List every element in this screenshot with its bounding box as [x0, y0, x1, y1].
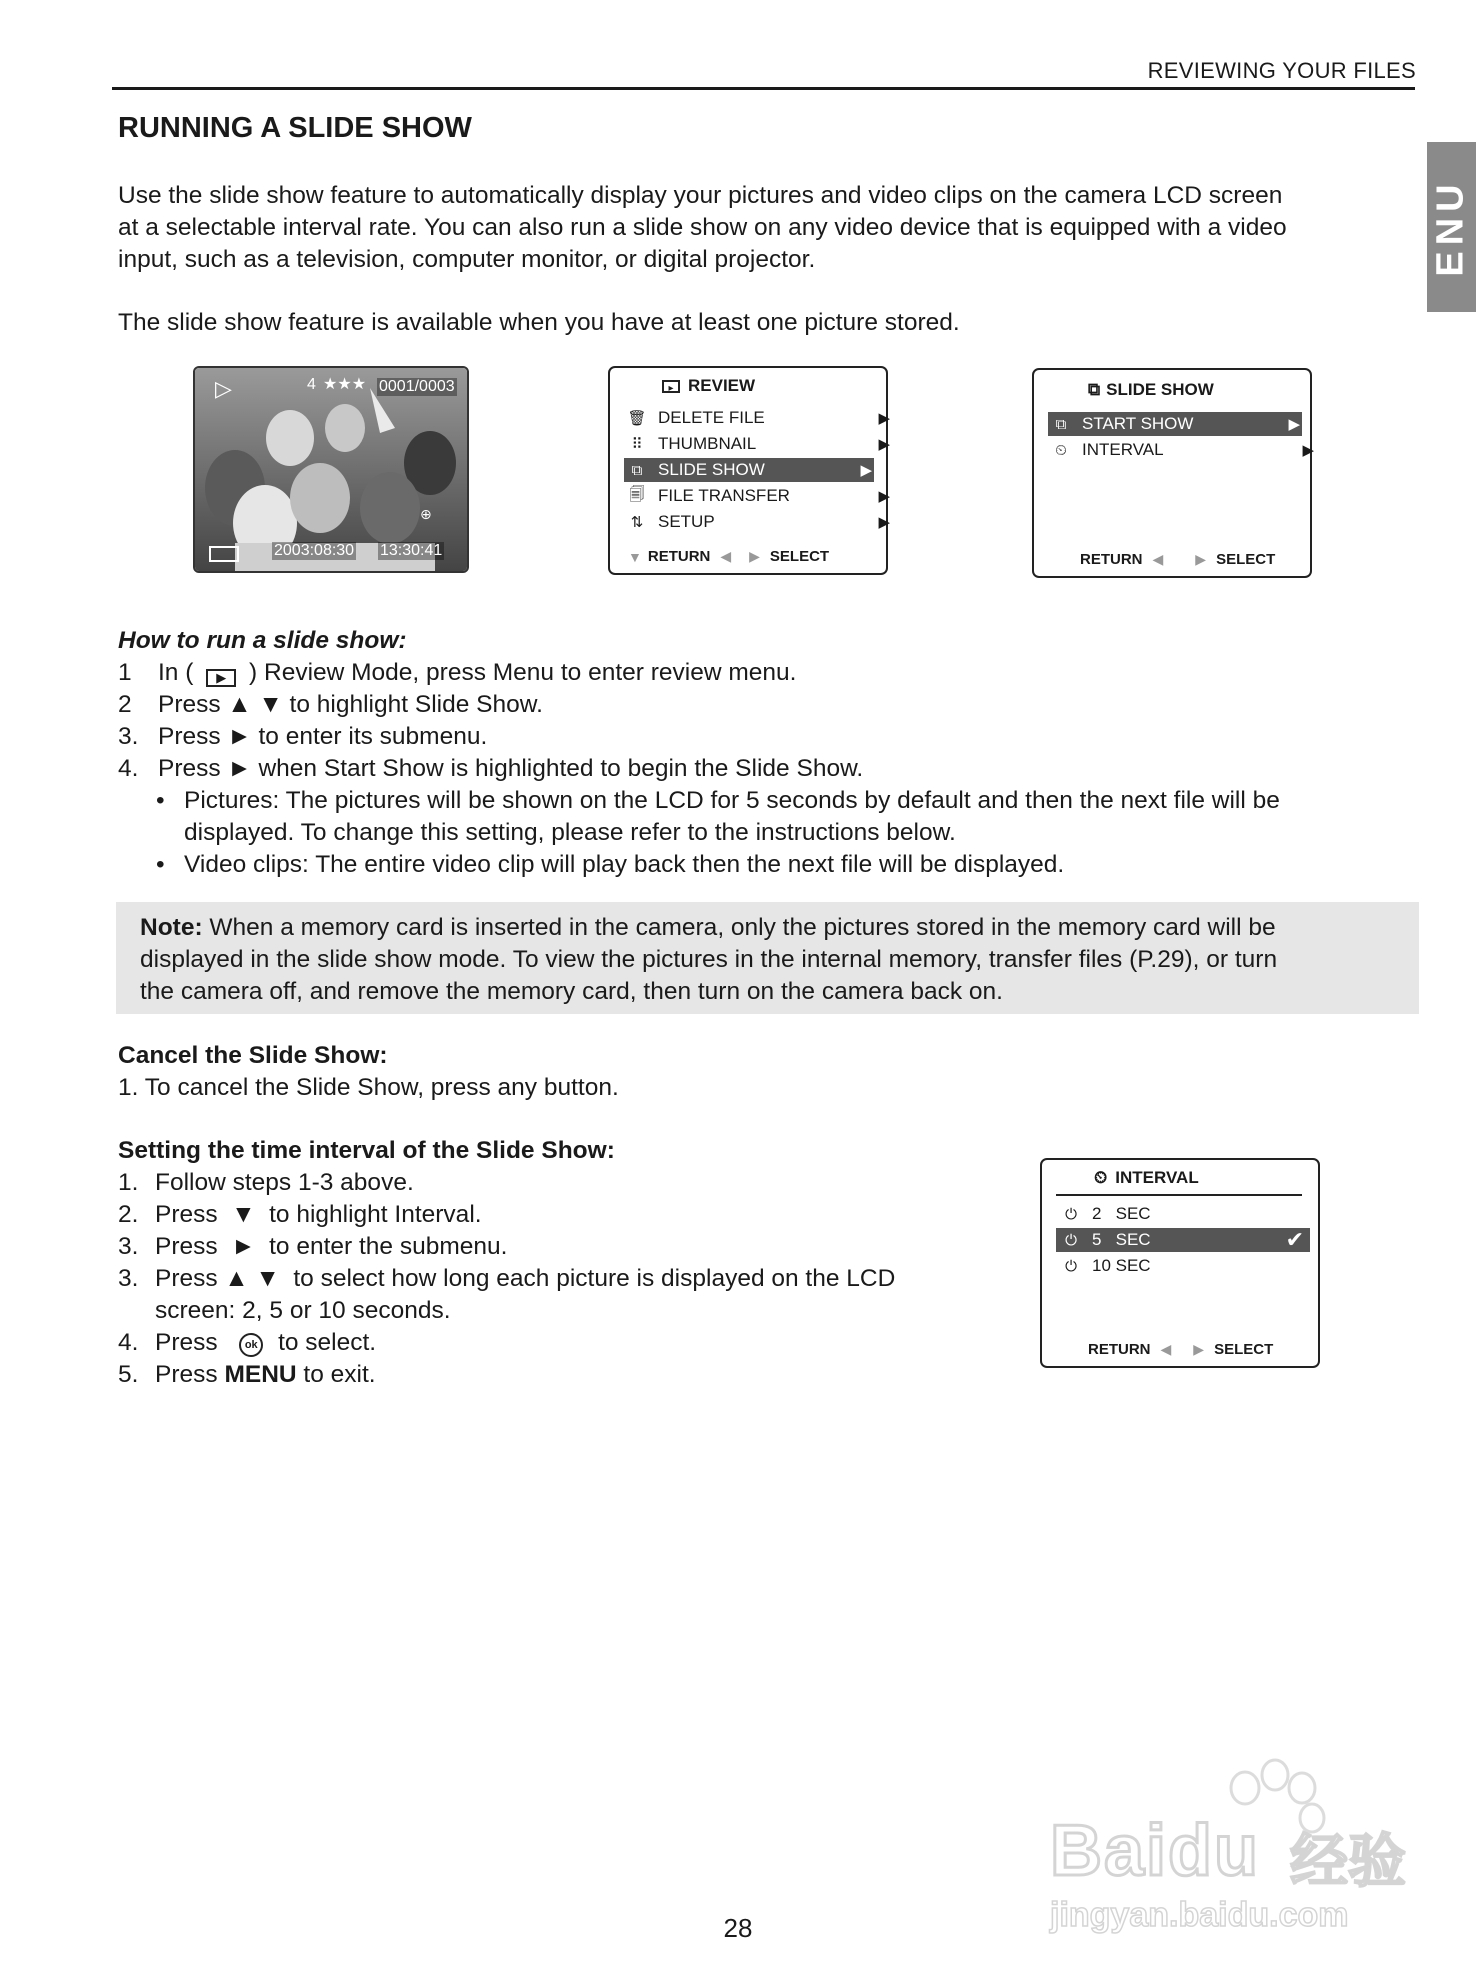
availability-text: The slide show feature is available when you have at least one picture stored.: [118, 309, 960, 336]
slideshow-menu-footer: [1080, 551, 1275, 568]
language-tab: [1427, 142, 1476, 312]
arrow-right-icon: ▶: [878, 488, 890, 505]
step-text: Follow steps 1-3 above.: [155, 1169, 414, 1196]
language-tab-label: ENU: [1430, 177, 1473, 277]
step-number: 3.: [118, 1233, 139, 1260]
menu-item-delete-file[interactable]: [610, 406, 904, 430]
note-text: [140, 912, 1410, 1008]
interval-option-label: 10 SEC: [1092, 1256, 1151, 1275]
intro-line: at a selectable interval rate. You can also run a slide show on any video device that is equipped with a video: [118, 214, 1287, 241]
menu-item-label: THUMBNAIL: [658, 434, 757, 453]
bullet-item: [118, 785, 1418, 849]
note-line-text: When a memory card is inserted in the camera, only the pictures stored in the memory card will be: [202, 914, 1276, 941]
step-text: [158, 657, 796, 689]
interval-menu-footer: [1088, 1341, 1273, 1358]
interval-step: [118, 1263, 978, 1327]
slideshow-icon: ⧉: [1088, 380, 1101, 399]
setup-icon: ⇅: [630, 514, 644, 531]
header-divider: [1056, 1194, 1302, 1196]
step-number: 3.: [118, 1265, 139, 1292]
arrow-left-icon: ◀: [1152, 551, 1164, 567]
bullet-line: displayed. To change this setting, please refer to the instructions below.: [184, 819, 956, 846]
cancel-heading: Cancel the Slide Show:: [118, 1042, 388, 1069]
watermark-cn: 经验: [1290, 1829, 1407, 1894]
watermark-url: jingyan.baidu.com: [1050, 1896, 1349, 1934]
interval-option-2[interactable]: [1042, 1202, 1338, 1226]
bullet-line: Video clips: The entire video clip will play back then the next file will be displayed.: [184, 851, 1065, 878]
menu-item-label: INTERVAL: [1082, 440, 1164, 459]
intro-paragraph: [118, 180, 1418, 276]
step-number: 1.: [118, 1169, 139, 1196]
arrow-right-icon: ▶: [1195, 551, 1207, 567]
step-text-post: ) Review Mode, press Menu to enter review menu.: [249, 659, 797, 686]
bullet-dot: •: [156, 851, 165, 878]
timer-icon: ⏻: [1065, 1257, 1077, 1275]
interval-option-label: 5 SEC: [1092, 1230, 1151, 1249]
review-menu-title: REVIEW: [688, 376, 756, 395]
intro-line: Use the slide show feature to automatically display your pictures and video clips on the camera LCD screen: [118, 182, 1283, 209]
interval-option-label: 2 SEC: [1092, 1204, 1151, 1223]
menu-key-label: MENU: [224, 1361, 297, 1388]
arrow-left-icon: ◀: [720, 548, 732, 564]
bullet-dot: •: [156, 787, 165, 814]
cancel-text: 1. To cancel the Slide Show, press any button.: [118, 1074, 619, 1101]
how-to-step: [118, 689, 1418, 721]
menu-item-label: SLIDE SHOW: [658, 460, 765, 479]
note-line: [140, 912, 1410, 944]
file-transfer-icon: 🗐: [629, 485, 645, 503]
step-number: 1: [118, 659, 132, 686]
return-label: RETURN: [647, 548, 711, 565]
play-box-icon: ▶: [206, 669, 236, 687]
timer-icon: ⏲: [1055, 441, 1067, 459]
step-text-post: to exit.: [296, 1361, 376, 1388]
interval-step: [118, 1359, 978, 1391]
step-text-post: to select.: [278, 1329, 377, 1356]
step-text: Press ► when Start Show is highlighted to begin the Slide Show.: [158, 755, 864, 782]
menu-item-label: DELETE FILE: [658, 408, 765, 427]
interval-section: [118, 1135, 978, 1391]
menu-item-slide-show[interactable]: [624, 458, 874, 482]
photo-time: 13:30:41: [380, 542, 443, 559]
slideshow-menu-title: SLIDE SHOW: [1106, 380, 1214, 399]
step-line: screen: 2, 5 or 10 seconds.: [155, 1297, 451, 1324]
arrow-right-icon: ▶: [1193, 1341, 1205, 1357]
photo-date: 2003:08:30: [274, 542, 355, 559]
how-to-step: [118, 657, 1418, 689]
slideshow-icon: ⧉: [1055, 415, 1067, 433]
step-number: 2.: [118, 1201, 139, 1228]
step-number: 4.: [118, 755, 139, 782]
menu-item-interval[interactable]: [1034, 438, 1328, 462]
checkmark-icon: ✔: [1285, 1227, 1304, 1252]
header-divider: [112, 87, 1415, 90]
play-icon: ▷: [215, 376, 232, 401]
step-text-pre: Press: [155, 1329, 225, 1356]
photo-preview-screen: [193, 366, 469, 573]
arrow-right-icon: ▶: [878, 514, 890, 531]
page-number: 28: [723, 1913, 753, 1943]
step-text: Press ▲ ▼ to highlight Slide Show.: [158, 691, 543, 718]
select-label: SELECT: [1216, 551, 1276, 568]
arrow-right-icon: ▶: [878, 410, 890, 427]
menu-item-thumbnail[interactable]: [610, 432, 904, 456]
slideshow-menu-header: [1088, 380, 1214, 400]
step-number: 3.: [118, 723, 139, 750]
step-text: [155, 1359, 376, 1391]
children-photo: [195, 368, 467, 571]
how-to-step: [118, 721, 1418, 753]
arrow-right-icon: ▶: [1288, 416, 1300, 433]
baidu-watermark: [1040, 1750, 1420, 1934]
menu-item-setup[interactable]: [610, 510, 904, 534]
menu-item-file-transfer[interactable]: [610, 484, 904, 508]
step-text: Press ► to enter the submenu.: [155, 1233, 508, 1260]
interval-option-10[interactable]: [1042, 1254, 1338, 1278]
select-label: SELECT: [769, 548, 830, 565]
timer-icon: ⏻: [1065, 1231, 1077, 1249]
intro-line: input, such as a television, computer monitor, or digital projector.: [118, 246, 816, 273]
interval-option-5[interactable]: [1056, 1228, 1310, 1252]
step-text-pre: In (: [158, 659, 194, 686]
interval-menu-header: [1094, 1168, 1199, 1188]
menu-item-start-show[interactable]: [1048, 412, 1302, 436]
grid-icon: ⠿: [631, 436, 643, 453]
arrow-left-icon: ◀: [1160, 1341, 1172, 1357]
arrow-right-icon: ▶: [860, 462, 872, 479]
interval-step: [118, 1327, 978, 1359]
section-header: REVIEWING YOUR FILES: [1147, 58, 1416, 83]
interval-step: [118, 1199, 978, 1231]
step-text: [155, 1327, 376, 1359]
play-box-icon: ▸: [662, 380, 680, 393]
quality-indicator: 4: [307, 376, 316, 393]
file-counter: 0001/0003: [379, 378, 455, 395]
how-to-heading: How to run a slide show:: [118, 627, 407, 654]
step-number: 2: [118, 691, 132, 718]
step-number: 5.: [118, 1361, 139, 1388]
step-line: Press ▲ ▼ to select how long each picture is displayed on the LCD: [155, 1265, 896, 1292]
watermark-brand: Baidu: [1050, 1811, 1261, 1891]
how-to-step: [118, 753, 1418, 785]
bullet-item: [118, 849, 1418, 881]
return-label: RETURN: [1080, 551, 1143, 568]
step-text: [155, 1263, 895, 1327]
timer-icon: ⏻: [1065, 1205, 1077, 1223]
menu-item-label: START SHOW: [1082, 414, 1194, 433]
zoom-icon: ⊕: [420, 506, 432, 522]
interval-step: [118, 1167, 978, 1199]
note-label: Note:: [140, 914, 203, 941]
arrow-down-icon: ▼: [628, 548, 642, 565]
step-text-pre: Press: [155, 1361, 225, 1388]
cancel-section: [118, 1040, 1018, 1104]
page-title: RUNNING A SLIDE SHOW: [118, 112, 472, 144]
step-number: 4.: [118, 1329, 139, 1356]
review-menu-screen: [608, 366, 888, 575]
interval-menu-screen: [1040, 1158, 1320, 1368]
how-to-section: [118, 625, 1418, 881]
arrow-right-icon: ▶: [749, 548, 760, 564]
slideshow-icon: ⧉: [631, 461, 643, 479]
note-line: displayed in the slide show mode. To view the pictures in the internal memory, transfer files (P.29), or turn: [140, 946, 1278, 973]
return-label: RETURN: [1088, 1341, 1151, 1358]
interval-step: [118, 1231, 978, 1263]
step-text: Press ► to enter its submenu.: [158, 723, 488, 750]
step-text: Press ▼ to highlight Interval.: [155, 1201, 482, 1228]
menu-item-label: FILE TRANSFER: [658, 486, 790, 505]
arrow-right-icon: ▶: [1302, 442, 1314, 459]
arrow-right-icon: ▶: [878, 436, 890, 453]
battery-icon: [209, 546, 239, 562]
menu-item-label: SETUP: [658, 512, 715, 531]
trash-icon: 🗑: [627, 410, 647, 427]
review-menu-header: [662, 376, 755, 396]
interval-heading: Setting the time interval of the Slide Show:: [118, 1137, 615, 1164]
note-line: the camera off, and remove the memory card, then turn on the camera back on.: [140, 978, 1003, 1005]
quality-stars: ★★★: [323, 376, 367, 393]
bullet-line: Pictures: The pictures will be shown on the LCD for 5 seconds by default and then the next file will be: [184, 787, 1280, 814]
select-label: SELECT: [1214, 1341, 1274, 1358]
ok-button-icon: ok: [239, 1333, 263, 1357]
interval-menu-title: INTERVAL: [1115, 1168, 1199, 1187]
timer-icon: ⏲: [1094, 1168, 1108, 1187]
review-menu-footer: [628, 548, 829, 565]
slideshow-menu-screen: [1032, 368, 1312, 578]
bullet-text: [184, 785, 1280, 849]
